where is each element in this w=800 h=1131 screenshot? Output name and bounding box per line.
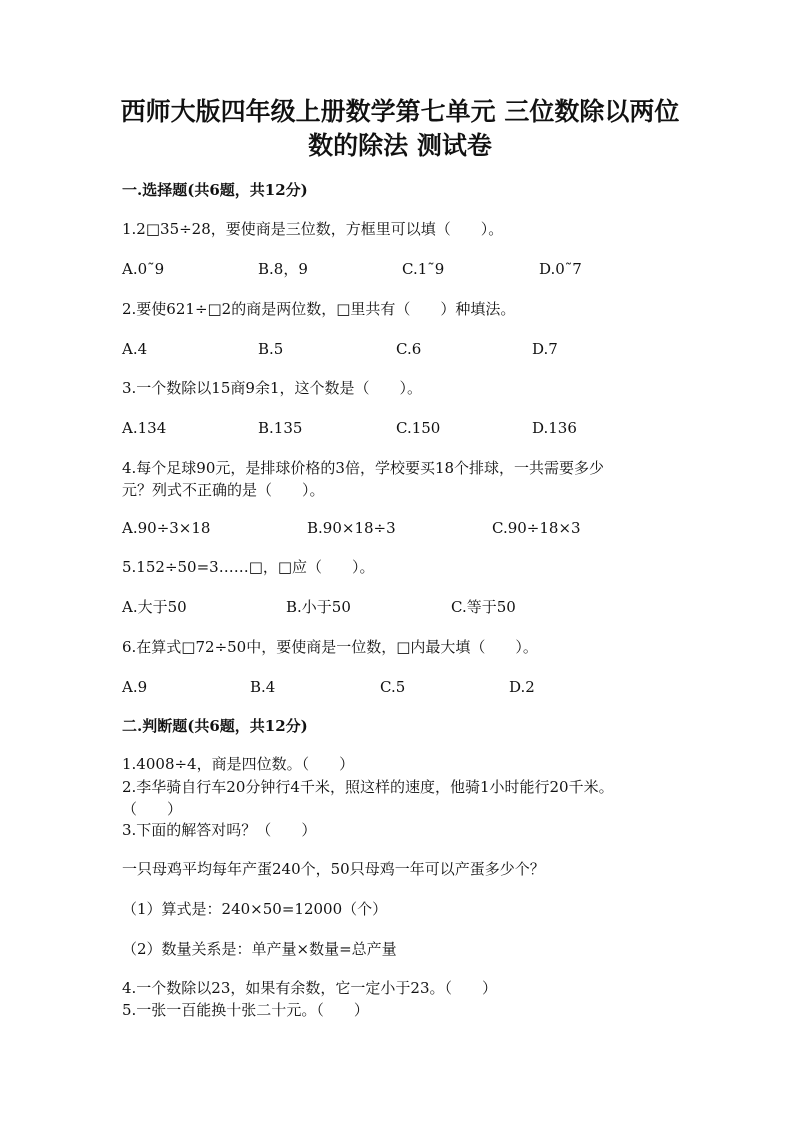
q4-option-a: A.90÷3×18 [122, 519, 211, 537]
question-2: 2.要使621÷□2的商是两位数，□里共有（ ）种填法。 [122, 300, 516, 318]
page-title-line-2: 数的除法 测试卷 [308, 131, 492, 160]
q2-option-c: C.6 [396, 340, 422, 358]
question-1: 1.2□35÷28，要使商是三位数，方框里可以填（ ）。 [122, 220, 504, 238]
q2-option-a: A.4 [122, 340, 148, 358]
section-heading-choice: 一.选择题(共6题，共12分) [122, 181, 308, 199]
judgement-2: 2.李华骑自行车20分钟行4千米，照这样的速度，他骑1小时能行20千米。 [122, 778, 614, 796]
q1-option-c: C.1˜9 [402, 260, 445, 278]
question-4-line-2: 元？列式不正确的是（ ）。 [122, 481, 325, 499]
question-6: 6.在算式□72÷50中，要使商是一位数，□内最大填（ ）。 [122, 638, 538, 656]
q5-option-b: B.小于50 [286, 598, 351, 616]
page-title-line-1: 西师大版四年级上册数学第七单元 三位数除以两位 [120, 97, 680, 126]
q1-option-d: D.0˜7 [539, 260, 582, 278]
question-5: 5.152÷50=3……□，□应（ ）。 [122, 558, 375, 576]
q6-option-b: B.4 [250, 678, 276, 696]
q4-option-b: B.90×18÷3 [307, 519, 396, 537]
q4-option-c: C.90÷18×3 [492, 519, 581, 537]
q5-option-a: A.大于50 [122, 598, 187, 616]
judgement-3-step-1: （1）算式是：240×50=12000（个） [122, 900, 388, 918]
q1-option-b: B.8，9 [258, 260, 308, 278]
judgement-3: 3.下面的解答对吗？（ ） [122, 821, 317, 839]
q3-option-c: C.150 [396, 419, 441, 437]
q1-option-a: A.0˜9 [122, 260, 165, 278]
judgement-3-problem: 一只母鸡平均每年产蛋240个，50只母鸡一年可以产蛋多少个？ [122, 860, 545, 878]
q6-option-d: D.2 [509, 678, 535, 696]
judgement-3-step-2: （2）数量关系是：单产量×数量=总产量 [122, 940, 397, 958]
q3-option-d: D.136 [532, 419, 577, 437]
q5-option-c: C.等于50 [451, 598, 516, 616]
q3-option-a: A.134 [122, 419, 167, 437]
q6-option-c: C.5 [380, 678, 406, 696]
judgement-4: 4.一个数除以23，如果有余数，它一定小于23。（ ） [122, 979, 497, 997]
section-heading-judgement: 二.判断题(共6题，共12分) [122, 717, 308, 735]
q6-option-a: A.9 [122, 678, 148, 696]
question-3: 3.一个数除以15商9余1，这个数是（ ）。 [122, 379, 422, 397]
q2-option-b: B.5 [258, 340, 284, 358]
question-4-line-1: 4.每个足球90元，是排球价格的3倍，学校要买18个排球，一共需要多少 [122, 459, 605, 477]
judgement-1: 1.4008÷4，商是四位数。（ ） [122, 755, 355, 773]
judgement-2-bracket: （ ） [122, 800, 183, 818]
judgement-5: 5.一张一百能换十张二十元。（ ） [122, 1001, 369, 1019]
q3-option-b: B.135 [258, 419, 303, 437]
q2-option-d: D.7 [532, 340, 558, 358]
